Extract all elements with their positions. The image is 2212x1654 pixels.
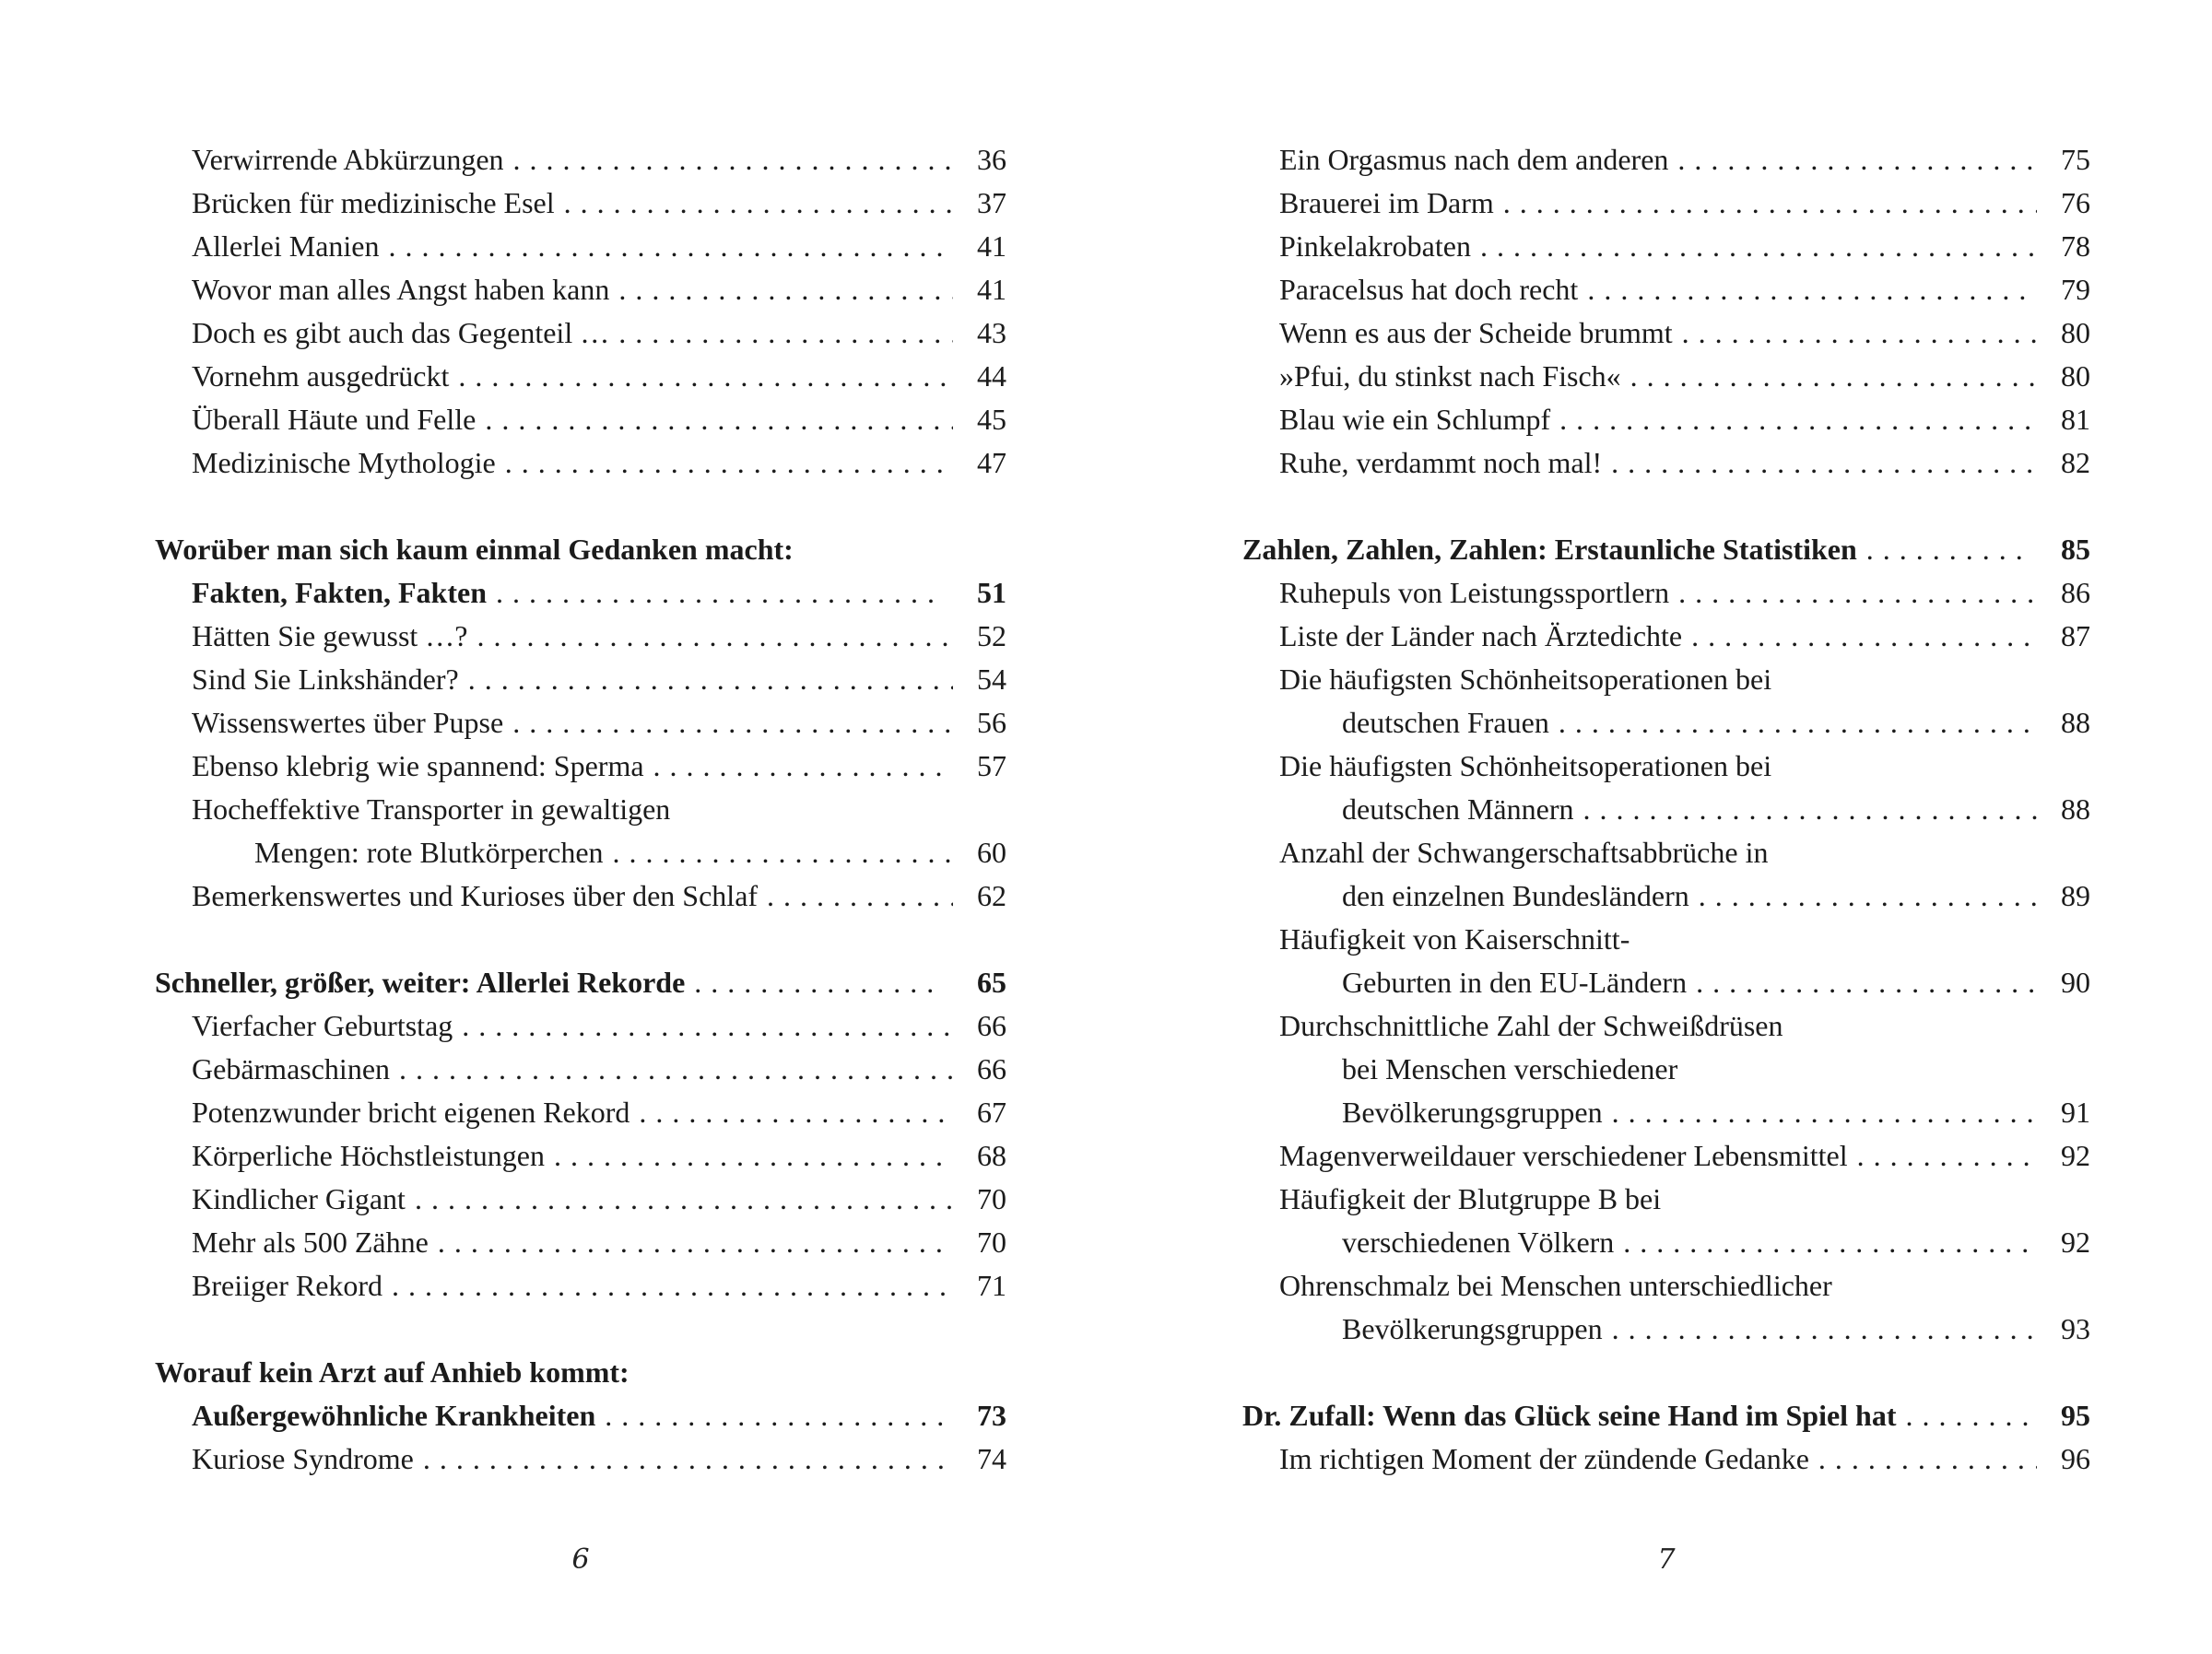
- toc-entry: [155, 788, 1006, 874]
- toc-entry-line: [1242, 1437, 2090, 1481]
- toc-entry-line: [1242, 1178, 2090, 1221]
- dot-leader: [1699, 874, 2037, 918]
- toc-entry-title: Im richtigen Moment der zündende Gedanke: [1279, 1442, 1809, 1475]
- dot-leader: [512, 701, 953, 745]
- dot-leader: [1559, 398, 2037, 441]
- dot-leader: [392, 1264, 953, 1308]
- toc-entry-title: Blau wie ein Schlumpf: [1279, 403, 1551, 436]
- toc-entry: [1242, 182, 2090, 225]
- toc-page-number: 80: [2061, 316, 2090, 349]
- toc-entry-title: Vierfacher Geburtstag: [192, 1009, 453, 1042]
- toc-entry-line: [155, 225, 1006, 268]
- toc-page-number: 76: [2061, 186, 2090, 219]
- toc-entry-title: Die häufigsten Schönheitsoperationen bei: [1279, 663, 1772, 696]
- toc-entry-title: Mehr als 500 Zähne: [192, 1226, 429, 1259]
- toc-entry-title: Kindlicher Gigant: [192, 1182, 406, 1215]
- toc-entry-line: [1242, 918, 2090, 961]
- toc-entry: [155, 311, 1006, 355]
- toc-page-number: 57: [977, 749, 1006, 782]
- toc-section-entry: [155, 1351, 1006, 1437]
- toc-entry: [155, 268, 1006, 311]
- toc-page-left: [155, 138, 1006, 1576]
- toc-entry: [1242, 441, 2090, 485]
- dot-leader: [1612, 1308, 2037, 1351]
- dot-leader: [613, 831, 953, 874]
- toc-page-number: 66: [977, 1052, 1006, 1085]
- toc-entry: [155, 615, 1006, 658]
- toc-entry: [1242, 571, 2090, 615]
- dot-leader: [1691, 615, 2037, 658]
- toc-entry-line: [155, 398, 1006, 441]
- dot-leader: [438, 1221, 953, 1264]
- toc-entry-title: bei Menschen verschiedener: [1342, 1052, 1678, 1085]
- toc-entry-title: Die häufigsten Schönheitsoperationen bei: [1279, 749, 1772, 782]
- folio-left: 6: [571, 1543, 590, 1576]
- toc-entry-title: Häufigkeit der Blutgruppe B bei: [1279, 1182, 1662, 1215]
- dot-leader: [653, 745, 953, 788]
- toc-entry-title: Vornehm ausgedrückt: [192, 359, 450, 393]
- dot-leader: [1857, 1134, 2037, 1178]
- dot-leader: [1623, 1221, 2037, 1264]
- toc-entry-line: [1242, 874, 2090, 918]
- toc-page-number: 88: [2061, 706, 2090, 739]
- toc-entry-title: Worauf kein Arzt auf Anhieb kommt:: [155, 1355, 629, 1389]
- toc-entry-title: Liste der Länder nach Ärztedichte: [1279, 619, 1683, 652]
- toc-entry: [155, 1048, 1006, 1091]
- toc-entry-title: Ebenso klebrig wie spannend: Sperma: [192, 749, 644, 782]
- toc-entry-line: [1242, 571, 2090, 615]
- dot-leader: [1818, 1437, 2037, 1481]
- toc-entry: [155, 1091, 1006, 1134]
- toc-entry-title: Breiiger Rekord: [192, 1269, 383, 1302]
- toc-entry: [1242, 615, 2090, 658]
- toc-entry-title: deutschen Frauen: [1342, 706, 1549, 739]
- toc-entry-title: Hätten Sie gewusst …?: [192, 619, 468, 652]
- toc-column-left: [155, 138, 1006, 1481]
- toc-entry-line: [155, 268, 1006, 311]
- toc-entry-line: [1242, 1134, 2090, 1178]
- dot-leader: [458, 355, 953, 398]
- toc-entry-line: [1242, 225, 2090, 268]
- toc-entry: [155, 1221, 1006, 1264]
- toc-entry-line: [155, 1134, 1006, 1178]
- toc-entry-title: Bevölkerungsgruppen: [1342, 1312, 1603, 1345]
- dot-leader: [477, 615, 954, 658]
- dot-leader: [1611, 441, 2037, 485]
- toc-entry-line: [155, 1004, 1006, 1048]
- toc-page-number: 41: [977, 273, 1006, 306]
- toc-entry-title: Gebärmaschinen: [192, 1052, 391, 1085]
- toc-section-entry: [1242, 528, 2090, 571]
- dot-leader: [618, 311, 953, 355]
- dot-leader: [513, 138, 953, 182]
- toc-entry: [155, 658, 1006, 701]
- toc-page-number: 67: [977, 1096, 1006, 1129]
- toc-entry-line: [1242, 311, 2090, 355]
- toc-entry-line: [1242, 1221, 2090, 1264]
- toc-entry-line: [1242, 1308, 2090, 1351]
- toc-entry-title: Doch es gibt auch das Gegenteil …: [192, 316, 610, 349]
- toc-entry-title: Kuriose Syndrome: [192, 1442, 414, 1475]
- toc-entry-line: [1242, 182, 2090, 225]
- toc-entry-title: Außergewöhnliche Krankheiten: [192, 1399, 596, 1432]
- toc-page-number: 56: [977, 706, 1006, 739]
- toc-entry: [1242, 398, 2090, 441]
- toc-entry-line: [155, 831, 1006, 874]
- toc-entry-title: Sind Sie Linkshänder?: [192, 663, 459, 696]
- toc-entry-line: [155, 1394, 1006, 1437]
- toc-entry-title: Brücken für medizinische Esel: [192, 186, 555, 219]
- toc-entry-line: [155, 1091, 1006, 1134]
- toc-entry-line: [1242, 1004, 2090, 1048]
- toc-entry-title: Ein Orgasmus nach dem anderen: [1279, 143, 1669, 176]
- toc-page-number: 75: [2061, 143, 2090, 176]
- toc-page-number: 88: [2061, 792, 2090, 826]
- toc-entry: [155, 1134, 1006, 1178]
- toc-entry-line: [1242, 961, 2090, 1004]
- toc-entry-title: Ruhe, verdammt noch mal!: [1279, 446, 1603, 479]
- toc-entry-title: Bemerkenswertes und Kurioses über den Schlaf: [192, 879, 759, 912]
- dot-leader: [1612, 1091, 2037, 1134]
- toc-page-number: 85: [2061, 533, 2090, 566]
- toc-entry-line: [1242, 701, 2090, 745]
- toc-entry: [155, 138, 1006, 182]
- toc-page-number: 96: [2061, 1442, 2090, 1475]
- toc-entry-title: Verwirrende Abkürzungen: [192, 143, 504, 176]
- toc-entry: [155, 874, 1006, 918]
- toc-section-entry: [1242, 1394, 2090, 1437]
- toc-page-number: 45: [977, 403, 1006, 436]
- toc-entry-title: Zahlen, Zahlen, Zahlen: Erstaunliche Statistiken: [1242, 533, 1857, 566]
- toc-entry-line: [1242, 138, 2090, 182]
- toc-entry-title: Medizinische Mythologie: [192, 446, 496, 479]
- toc-entry: [155, 182, 1006, 225]
- toc-entry: [1242, 268, 2090, 311]
- folio-right: 7: [1657, 1543, 1676, 1576]
- dot-leader: [1503, 182, 2037, 225]
- dot-leader: [1682, 311, 2037, 355]
- dot-leader: [423, 1437, 953, 1481]
- toc-entry: [1242, 138, 2090, 182]
- dot-leader: [388, 225, 953, 268]
- toc-entry-title: Bevölkerungsgruppen: [1342, 1096, 1603, 1129]
- toc-page-number: 86: [2061, 576, 2090, 609]
- dot-leader: [468, 658, 953, 701]
- toc-page-number: 73: [977, 1399, 1006, 1432]
- toc-entry-line: [1242, 268, 2090, 311]
- dot-leader: [1866, 528, 2028, 571]
- toc-entry-line: [155, 1437, 1006, 1481]
- toc-entry-title: Geburten in den EU-Ländern: [1342, 966, 1688, 999]
- toc-page-number: 54: [977, 663, 1006, 696]
- toc-page-number: 74: [977, 1442, 1006, 1475]
- dot-leader: [1677, 138, 2037, 182]
- toc-entry-title: Ruhepuls von Leistungssportlern: [1279, 576, 1670, 609]
- toc-entry: [1242, 225, 2090, 268]
- toc-entry: [155, 701, 1006, 745]
- toc-entry-line: [155, 355, 1006, 398]
- toc-entry-title: Fakten, Fakten, Fakten: [192, 576, 487, 609]
- toc-entry-line: [155, 311, 1006, 355]
- toc-entry: [155, 1437, 1006, 1481]
- toc-page-number: 90: [2061, 966, 2090, 999]
- toc-entry: [1242, 355, 2090, 398]
- dot-leader: [1678, 571, 2037, 615]
- toc-entry-title: Wissenswertes über Pupse: [192, 706, 504, 739]
- toc-page-number: 92: [2061, 1226, 2090, 1259]
- toc-entry-title: verschiedenen Völkern: [1342, 1226, 1615, 1259]
- toc-entry-title: Worüber man sich kaum einmal Gedanken macht:: [155, 533, 794, 566]
- toc-page-number: 79: [2061, 273, 2090, 306]
- toc-page-number: 78: [2061, 229, 2090, 263]
- dot-leader: [694, 961, 944, 1004]
- toc-entry: [155, 398, 1006, 441]
- toc-entry: [155, 441, 1006, 485]
- toc-entry-title: Magenverweildauer verschiedener Lebensmittel: [1279, 1139, 1848, 1172]
- toc-page-number: 70: [977, 1182, 1006, 1215]
- toc-entry-line: [155, 1351, 1006, 1394]
- dot-leader: [1906, 1394, 2029, 1437]
- toc-entry-line: [1242, 355, 2090, 398]
- toc-page-number: 71: [977, 1269, 1006, 1302]
- toc-entry-line: [1242, 398, 2090, 441]
- toc-entry-line: [1242, 441, 2090, 485]
- dot-leader: [462, 1004, 953, 1048]
- toc-entry-line: [1242, 1264, 2090, 1308]
- toc-entry-line: [1242, 788, 2090, 831]
- toc-entry-title: Schneller, größer, weiter: Allerlei Rekorde: [155, 966, 686, 999]
- toc-page-number: 89: [2061, 879, 2090, 912]
- dot-leader: [496, 571, 944, 615]
- toc-entry-title: deutschen Männern: [1342, 792, 1574, 826]
- toc-page-number: 41: [977, 229, 1006, 263]
- dot-leader: [1559, 701, 2037, 745]
- toc-entry-line: [1242, 1091, 2090, 1134]
- toc-entry-line: [155, 1048, 1006, 1091]
- toc-entry: [1242, 745, 2090, 831]
- toc-entry-title: Körperliche Höchstleistungen: [192, 1139, 545, 1172]
- dot-leader: [485, 398, 953, 441]
- toc-entry-title: »Pfui, du stinkst nach Fisch«: [1279, 359, 1621, 393]
- toc-page-number: 70: [977, 1226, 1006, 1259]
- dot-leader: [564, 182, 953, 225]
- toc-entry-title: Durchschnittliche Zahl der Schweißdrüsen: [1279, 1009, 1783, 1042]
- toc-page-number: 82: [2061, 446, 2090, 479]
- toc-entry-title: Hocheffektive Transporter in gewaltigen: [192, 792, 671, 826]
- toc-entry: [1242, 1134, 2090, 1178]
- toc-entry-title: Pinkelakrobaten: [1279, 229, 1471, 263]
- toc-entry-title: den einzelnen Bundesländern: [1342, 879, 1689, 912]
- dot-leader: [1696, 961, 2037, 1004]
- toc-entry-title: Häufigkeit von Kaiserschnitt-: [1279, 922, 1630, 956]
- toc-entry: [155, 355, 1006, 398]
- dot-leader: [399, 1048, 953, 1091]
- toc-page-right: [1242, 138, 2090, 1576]
- toc-entry-line: [1242, 1394, 2090, 1437]
- dot-leader: [767, 874, 953, 918]
- toc-entry-line: [155, 961, 1006, 1004]
- toc-section-entry: [155, 961, 1006, 1004]
- toc-entry-title: Ohrenschmalz bei Menschen unterschiedlicher: [1279, 1269, 1832, 1302]
- toc-page-number: 47: [977, 446, 1006, 479]
- toc-entry-title: Wenn es aus der Scheide brummt: [1279, 316, 1673, 349]
- toc-entry-line: [1242, 831, 2090, 874]
- dot-leader: [1630, 355, 2037, 398]
- toc-entry-line: [155, 182, 1006, 225]
- toc-entry: [155, 1264, 1006, 1308]
- toc-page-number: 51: [977, 576, 1006, 609]
- toc-entry-line: [155, 701, 1006, 745]
- toc-section-entry: [155, 528, 1006, 615]
- toc-entry: [1242, 831, 2090, 918]
- dot-leader: [1480, 225, 2037, 268]
- toc-entry-line: [1242, 528, 2090, 571]
- dot-leader: [618, 268, 953, 311]
- toc-page-number: 62: [977, 879, 1006, 912]
- toc-entry-line: [155, 788, 1006, 831]
- toc-entry-title: Mengen: rote Blutkörperchen: [254, 836, 604, 869]
- toc-entry-title: Brauerei im Darm: [1279, 186, 1494, 219]
- toc-page-number: 80: [2061, 359, 2090, 393]
- toc-entry-line: [155, 571, 1006, 615]
- toc-entry-line: [155, 745, 1006, 788]
- toc-page-number: 37: [977, 186, 1006, 219]
- toc-page-number: 68: [977, 1139, 1006, 1172]
- toc-page-number: 92: [2061, 1139, 2090, 1172]
- toc-entry-title: Paracelsus hat doch recht: [1279, 273, 1579, 306]
- toc-entry: [1242, 1264, 2090, 1351]
- toc-page-number: 87: [2061, 619, 2090, 652]
- toc-entry-line: [155, 1221, 1006, 1264]
- toc-entry: [1242, 1437, 2090, 1481]
- toc-entry-line: [155, 138, 1006, 182]
- toc-entry-title: Potenzwunder bricht eigenen Rekord: [192, 1096, 630, 1129]
- toc-entry: [155, 1004, 1006, 1048]
- dot-leader: [605, 1394, 944, 1437]
- toc-entry-title: Allerlei Manien: [192, 229, 380, 263]
- toc-entry-title: Dr. Zufall: Wenn das Glück seine Hand im Spiel hat: [1242, 1399, 1897, 1432]
- toc-page-number: 52: [977, 619, 1006, 652]
- toc-entry: [155, 225, 1006, 268]
- dot-leader: [554, 1134, 953, 1178]
- dot-leader: [1583, 788, 2037, 831]
- toc-column-right: [1242, 138, 2090, 1481]
- toc-entry: [1242, 1004, 2090, 1134]
- toc-entry-line: [155, 1178, 1006, 1221]
- toc-entry: [155, 745, 1006, 788]
- toc-entry-line: [1242, 658, 2090, 701]
- toc-page-number: 65: [977, 966, 1006, 999]
- toc-entry-line: [155, 1264, 1006, 1308]
- dot-leader: [415, 1178, 953, 1221]
- toc-entry-line: [155, 615, 1006, 658]
- dot-leader: [505, 441, 953, 485]
- toc-entry: [1242, 311, 2090, 355]
- toc-entry: [1242, 1178, 2090, 1264]
- toc-page-number: 66: [977, 1009, 1006, 1042]
- toc-entry-title: Anzahl der Schwangerschaftsabbrüche in: [1279, 836, 1769, 869]
- toc-entry: [155, 1178, 1006, 1221]
- toc-page-number: 93: [2061, 1312, 2090, 1345]
- toc-entry-line: [155, 528, 1006, 571]
- toc-entry-line: [1242, 615, 2090, 658]
- toc-page-number: 81: [2061, 403, 2090, 436]
- toc-entry-title: Überall Häute und Felle: [192, 403, 477, 436]
- toc-page-number: 95: [2061, 1399, 2090, 1432]
- toc-entry-line: [155, 874, 1006, 918]
- dot-leader: [1587, 268, 2037, 311]
- toc-entry: [1242, 918, 2090, 1004]
- toc-page-number: 91: [2061, 1096, 2090, 1129]
- toc-page-number: 44: [977, 359, 1006, 393]
- toc-page-number: 36: [977, 143, 1006, 176]
- toc-page-number: 60: [977, 836, 1006, 869]
- toc-entry: [1242, 658, 2090, 745]
- toc-entry-title: Wovor man alles Angst haben kann: [192, 273, 610, 306]
- toc-entry-line: [155, 441, 1006, 485]
- toc-page-number: 43: [977, 316, 1006, 349]
- toc-entry-line: [1242, 745, 2090, 788]
- dot-leader: [639, 1091, 953, 1134]
- toc-entry-line: [1242, 1048, 2090, 1091]
- toc-entry-line: [155, 658, 1006, 701]
